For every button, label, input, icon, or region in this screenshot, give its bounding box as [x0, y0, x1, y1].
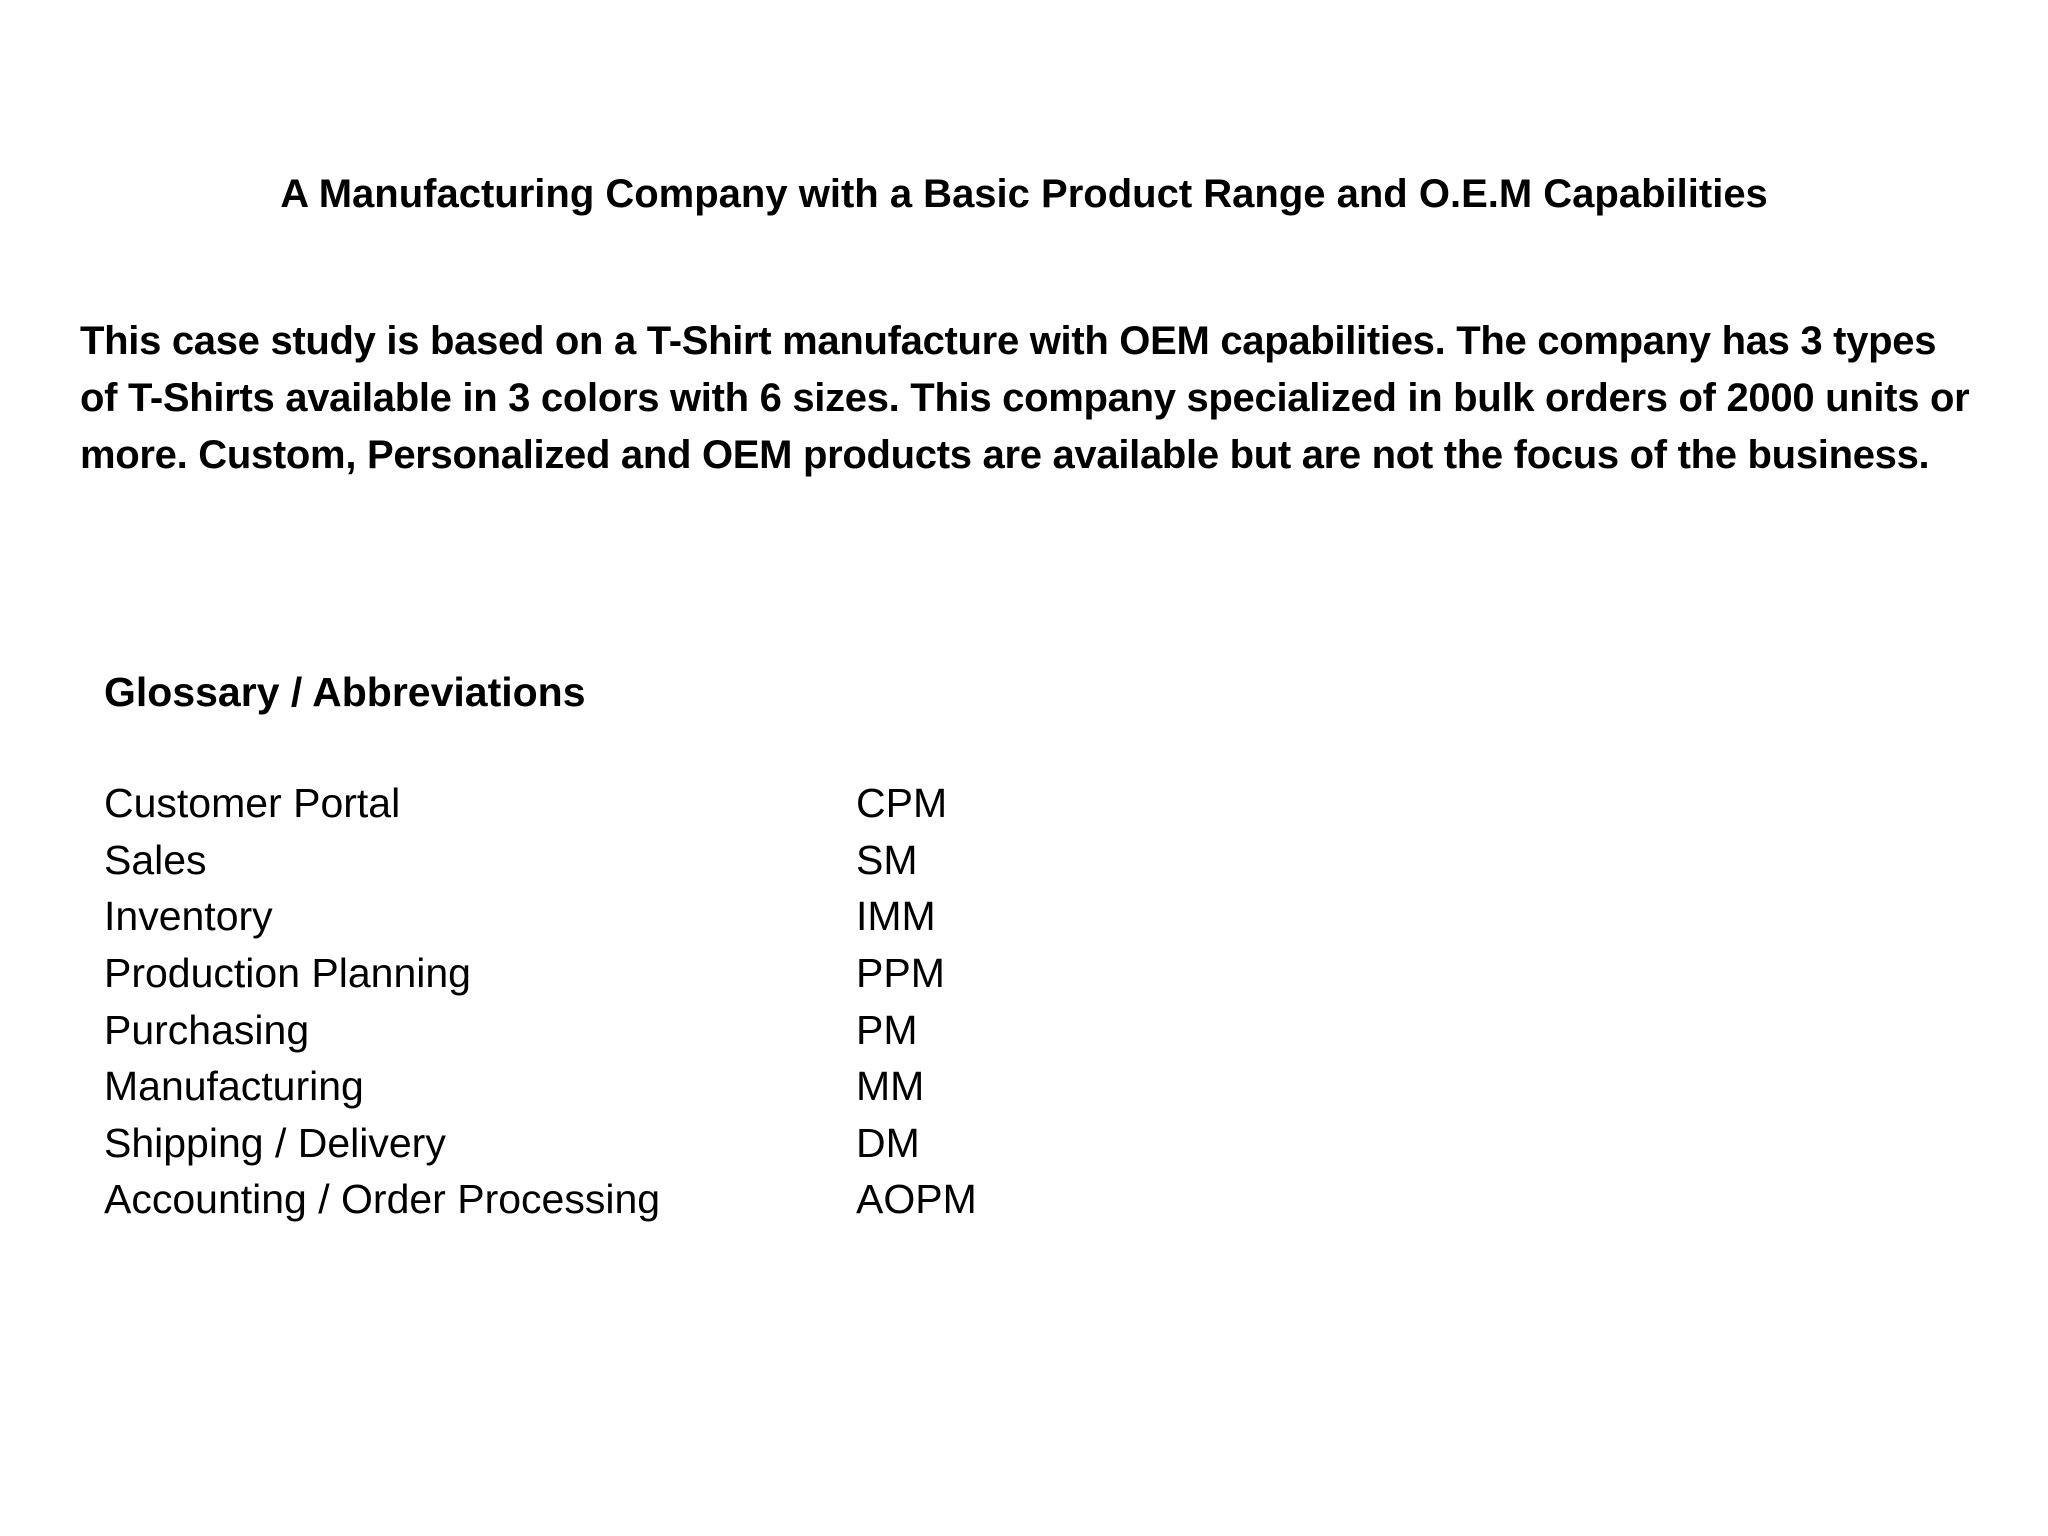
glossary-abbreviation: PPM — [856, 950, 945, 997]
glossary-abbreviation: AOPM — [856, 1176, 977, 1223]
glossary-abbreviation: SM — [856, 836, 918, 883]
glossary-term: Manufacturing — [104, 1063, 364, 1110]
glossary-row — [104, 775, 977, 832]
glossary-term: Inventory — [104, 893, 273, 940]
glossary-term: Production Planning — [104, 950, 471, 997]
glossary-row — [104, 1115, 977, 1172]
glossary-abbreviation: PM — [856, 1006, 918, 1053]
glossary-term: Purchasing — [104, 1006, 310, 1053]
glossary-abbreviation: IMM — [856, 893, 936, 940]
glossary-row — [104, 888, 977, 945]
glossary-term: Customer Portal — [104, 780, 401, 827]
glossary-row — [104, 1171, 977, 1228]
glossary-row — [104, 1001, 977, 1058]
glossary-abbreviation: MM — [856, 1063, 925, 1110]
page-title: A Manufacturing Company with a Basic Product Range and O.E.M Capabilities — [280, 172, 1768, 216]
glossary-abbreviation: DM — [856, 1119, 920, 1166]
intro-paragraph: This case study is based on a T-Shirt manufacture with OEM capabilities. The company has 3 types of T-Shirts available in 3 colors with 6 sizes. This company specialized in bulk orders of 2000 units or more. Custom, Personalized and OEM products are available but are not the focus of the business. — [80, 319, 1970, 477]
glossary-abbreviation: CPM — [856, 780, 948, 827]
glossary-heading: Glossary / Abbreviations — [104, 669, 586, 715]
glossary-term: Shipping / Delivery — [104, 1119, 446, 1166]
glossary-row — [104, 945, 977, 1002]
glossary-term: Accounting / Order Processing — [104, 1176, 661, 1223]
glossary-table — [104, 775, 977, 1228]
glossary-row — [104, 1058, 977, 1115]
glossary-term: Sales — [104, 836, 207, 883]
glossary-row — [104, 832, 977, 889]
